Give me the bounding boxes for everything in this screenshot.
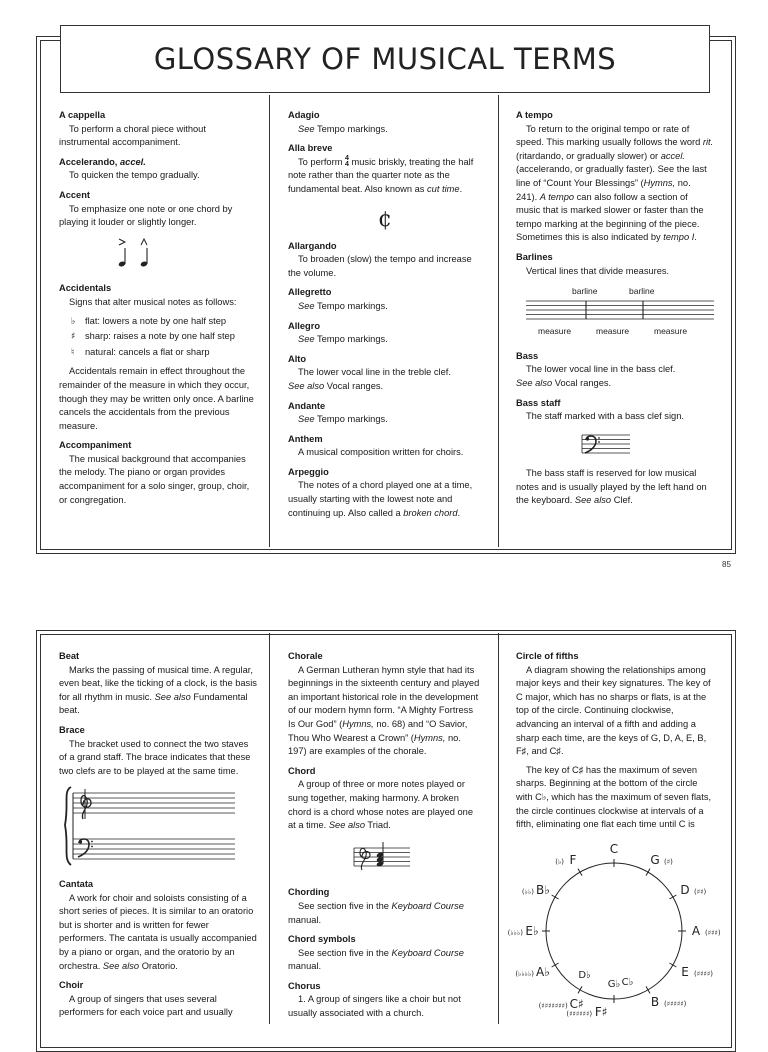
bass-staff-illustration	[516, 429, 714, 461]
def-bass-staff: The staff marked with a bass clef sign.	[526, 411, 684, 422]
def-accent: To emphasize one note or one chord by playing it louder or slightly longer.	[59, 203, 233, 228]
def-accompaniment: The musical background that accompanies the melody. The piano or organ provides accompaniment for a solo singer, group, choir, or congregation.	[59, 453, 250, 505]
def-a-cappella: To perform a choral piece without instrumental accompaniment.	[59, 123, 206, 148]
circle-key-signature: (♯♯♯♯♯♯♯)	[538, 1002, 568, 1011]
term-chorale: Chorale	[288, 651, 323, 661]
column-divider	[269, 95, 270, 547]
p1-column-2	[288, 109, 482, 525]
barlines-diagram	[516, 283, 714, 341]
term-accent: Accent	[59, 189, 91, 200]
chord-notes	[376, 842, 384, 867]
term-bass: Bass	[516, 350, 539, 361]
page-title: GLOSSARY OF MUSICAL TERMS	[153, 42, 617, 76]
chord-illustration	[288, 838, 482, 878]
def-anthem: A musical composition written for choirs.	[298, 447, 464, 458]
treble-clef-icon	[360, 848, 370, 870]
circle-key-signature: (♭♭♭♭)	[515, 970, 534, 978]
def-allargando: To broaden (slow) the tempo and increase the volume.	[288, 254, 472, 278]
accidental-natural: ♮ natural: cancels a flat or sharp	[71, 346, 210, 358]
term-accompaniment: Accompaniment	[59, 440, 132, 451]
term-bass-staff: Bass staff	[516, 397, 561, 408]
term-choir: Choir	[59, 980, 84, 991]
def-accidentals: Signs that alter musical notes as follows:	[69, 296, 237, 307]
circle-key-signature: (♯)	[664, 857, 673, 866]
time-signature-44: 4 4	[345, 154, 349, 168]
measure-label: measure	[596, 326, 630, 337]
p2-column-2	[288, 650, 482, 1026]
bass-staff-note: The bass staff is reserved for low musical notes and is usually played by the left hand on the keyboard. See also Clef.	[516, 468, 707, 506]
circle-key-signature: (♭♭♭)	[507, 929, 523, 937]
def-bass: The lower vocal line in the bass clef.	[526, 364, 676, 375]
term-beat: Beat	[59, 651, 80, 661]
circle-key-label: F♯	[594, 1004, 608, 1019]
circle-key-label: F	[569, 852, 577, 867]
term-allegro: Allegro	[288, 320, 321, 331]
circle-key-signature: (♯♯♯♯)	[694, 970, 714, 978]
circle-tick	[578, 986, 582, 993]
barline-label: barline	[629, 286, 655, 297]
def-choir: A group of singers that uses several performers for each voice part and usually	[59, 993, 233, 1018]
grand-staff-illustration	[59, 783, 257, 869]
circle-key-label: G	[650, 852, 660, 867]
bass-clef-icon	[585, 436, 600, 453]
term-alto: Alto	[288, 353, 307, 364]
term-brace: Brace	[59, 724, 85, 735]
circle-key-label: B♭	[536, 883, 550, 897]
def-alto: The lower vocal line in the treble clef.	[298, 367, 451, 378]
barlines-staff	[526, 301, 714, 319]
def-cantata: A work for choir and soloists consisting of a short series of pieces. It is similar to an oratorio but is shorter and is written for fewer performers. The cantata is usually accompanied by a piano or organ, and the oratorio by an orchestra. See also Oratorio.	[59, 892, 257, 971]
def-alto-see-also: See also Vocal ranges.	[288, 380, 384, 391]
circle-key-signature: (♯♯)	[694, 888, 707, 896]
p1-column-1	[59, 109, 257, 512]
def-brace: The bracket used to connect the two staves of a grand staff. The brace indicates that these two clefs are to be played at the same time.	[59, 738, 251, 776]
def-chording: See section five in the Keyboard Course manual.	[288, 900, 464, 925]
marcato-note	[140, 239, 148, 267]
def-allegro: See Tempo markings.	[298, 334, 388, 345]
circle-key-label: C	[609, 842, 619, 856]
circle-tick	[552, 963, 559, 967]
accent-notes-illustration	[59, 235, 257, 275]
term-allegretto: Allegretto	[288, 287, 332, 298]
def-circle-of-fifths-2: The key of C♯ has the maximum of seven sharps. Beginning at the bottom of the circle with C♭, which has the maximum of seven flats, the circle continues clockwise at intervals of a fifth, eliminating one flat each time until C is	[516, 764, 712, 830]
circle-key-label: E♭	[525, 924, 539, 938]
circle-tick	[646, 869, 650, 876]
circle-key-signature: (♯♯♯♯♯♯)	[566, 1009, 593, 1018]
def-chorale: A German Lutheran hymn style that had its beginnings in the sixteenth century and played an important historical role in the development of our modern hymn form. “A Mighty Fortress Is Our God” (Hymns, no. 68) and “O Savior, Thou Who Wearest a Crown” (Hymns, no. 197) are examples of the chorale.	[288, 664, 480, 757]
accidental-sharp: ♯ sharp: raises a note by one half step	[71, 331, 235, 343]
circle-key-signature: (♯♯♯♯♯)	[664, 1000, 687, 1009]
term-accidentals: Accidentals	[59, 283, 112, 294]
circle-tick	[578, 869, 582, 876]
def-accelerando: To quicken the tempo gradually.	[69, 170, 200, 181]
term-chord: Chord	[288, 765, 316, 776]
term-chorus: Chorus	[288, 980, 321, 991]
accidental-flat: ♭ flat: lowers a note by one half step	[71, 315, 227, 327]
def-chord: A group of three or more notes played or sung together, making harmony. A broken chord is a chord whose notes are played one at a time. See also Triad.	[288, 779, 474, 831]
def-arpeggio: The notes of a chord played one at a time, usually starting with the lowest note and continuing up. Also called a broken chord.	[288, 480, 473, 518]
term-a-tempo: A tempo	[516, 110, 553, 120]
measure-label: measure	[654, 326, 688, 337]
cut-time-icon: ¢	[378, 206, 392, 232]
def-beat: Marks the passing of musical time. A regular, even beat, like the ticking of a clock, is the basis for all rhythm in music. See also Fundamental beat.	[59, 664, 257, 716]
circle-tick	[669, 895, 676, 899]
treble-clef-icon	[81, 789, 91, 819]
def-allegretto: See Tempo markings.	[298, 300, 388, 311]
term-a-cappella: A cappella	[59, 110, 106, 120]
sharp-icon: ♯	[71, 331, 76, 343]
circle-key-label: D	[680, 883, 690, 897]
def-adagio: See Tempo markings.	[298, 123, 388, 134]
flat-icon: ♭	[71, 315, 76, 327]
circle-key-signature: (♭♭)	[521, 888, 534, 896]
treble-staff	[73, 793, 235, 813]
circle-key-label: A♭	[536, 965, 550, 979]
column-divider	[498, 95, 499, 547]
column-divider	[269, 633, 270, 1024]
term-adagio: Adagio	[288, 110, 320, 120]
term-anthem: Anthem	[288, 433, 323, 444]
p1-column-3	[516, 109, 714, 513]
natural-icon: ♮	[71, 346, 75, 358]
term-andante: Andante	[288, 400, 326, 411]
def-chord-symbols: See section five in the Keyboard Course manual.	[288, 947, 464, 972]
circle-of-fifths-diagram	[507, 838, 721, 1024]
column-divider	[498, 633, 499, 1024]
term-cantata: Cantata	[59, 878, 94, 889]
page-title-box	[60, 25, 710, 93]
term-circle-of-fifths: Circle of fifths	[516, 651, 579, 661]
accent-mark-note	[118, 239, 126, 267]
circle-key-signature: (♯♯♯)	[705, 929, 721, 937]
def-andante: See Tempo markings.	[298, 414, 388, 425]
accidentals-list	[71, 315, 257, 360]
p2-column-3	[516, 650, 714, 837]
circle-tick	[552, 895, 559, 899]
page-number: 85	[722, 560, 731, 569]
circle-key-labels	[508, 842, 721, 1019]
term-allargando: Allargando	[288, 240, 337, 251]
circle-key-signature: (♭)	[555, 857, 564, 866]
circle-tick	[669, 963, 676, 967]
term-alla-breve: Alla breve	[288, 143, 333, 154]
def-bass-see-also: See also Vocal ranges.	[516, 377, 612, 388]
circle-key-label: B	[650, 995, 660, 1010]
circle-key-label: A	[691, 924, 701, 938]
circle-key-label: C♯	[569, 997, 584, 1012]
def-alla-breve: To perform 4 4 music briskly, treating the half note rather than the quarter note as the fundamental beat. Also known as cut time.	[288, 154, 474, 194]
circle-key-label: E	[681, 965, 689, 979]
circle-tick	[646, 986, 650, 993]
term-accelerando: Accelerando, accel.	[59, 156, 146, 167]
measure-label: measure	[538, 326, 572, 337]
term-chord-symbols: Chord symbols	[288, 934, 356, 945]
circle-key-label: C♭	[621, 977, 634, 989]
accidentals-note: Accidentals remain in effect throughout the remainder of the measure in which they occur, though they may be written only once. A barline cancels the accidentals from the previous measure.	[59, 366, 254, 431]
bass-staff	[73, 839, 235, 859]
p2-column-1	[59, 650, 257, 1025]
term-barlines: Barlines	[516, 251, 553, 262]
term-arpeggio: Arpeggio	[288, 466, 329, 477]
def-circle-of-fifths: A diagram showing the relationships among major keys and their key signatures. The key of C major, which has no sharps or flats, is at the top of the circle. Continuing clockwise, advancing an interval of a fifth and adding a sharp each time, are the keys of G, D, A, E, B, F♯, and C♯.	[516, 664, 711, 757]
circle-key-label: D♭	[578, 969, 591, 981]
term-chording: Chording	[288, 887, 330, 898]
def-chorus: 1. A group of singers like a choir but not usually associated with a church.	[288, 994, 461, 1019]
def-barlines: Vertical lines that divide measures.	[526, 265, 670, 276]
def-a-tempo: To return to the original tempo or rate of speed. This marking usually follows the word rit. (ritardando, or gradually slower) or accel. (accelerando, or gradually faster). See the last line of “Count Your Blessings” (Hymns, no. 241). A tempo can also follow a section of music that is marked slower or faster than the tempo marking at the beginning of the piece. Sometimes this is also indicated by tempo I.	[516, 123, 714, 243]
circle-key-label: G♭	[607, 979, 621, 990]
brace-icon	[65, 787, 71, 865]
barline-label: barline	[572, 286, 598, 297]
